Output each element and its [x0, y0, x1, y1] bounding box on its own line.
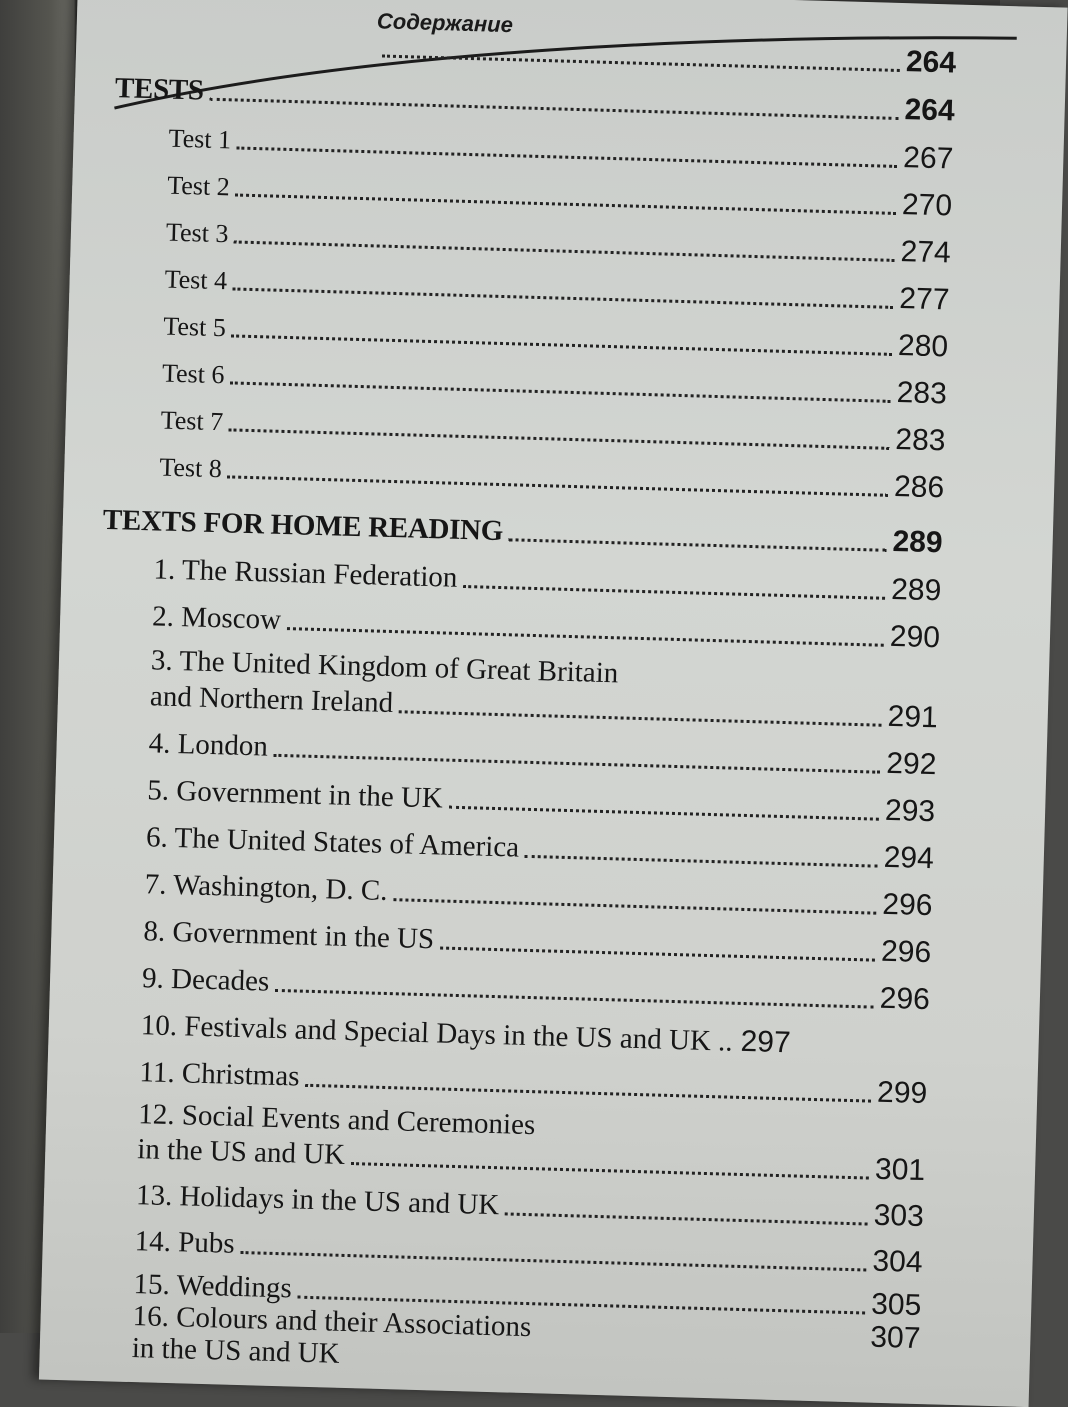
book-page	[39, 0, 1068, 1407]
entry-label: 9. Decades	[141, 962, 270, 998]
entry-label: 1. The Russian Federation	[153, 553, 458, 594]
toc-entry-test-7	[160, 402, 946, 458]
toc-entry-test-5	[163, 309, 949, 365]
toc-page-number: 296	[880, 934, 932, 970]
toc-entry-reading-5	[147, 773, 936, 829]
toc-section-home-reading	[102, 503, 943, 560]
entry-label: 6. The United States of America	[145, 821, 520, 864]
toc-page-number: 305	[870, 1287, 922, 1323]
toc-entry-test-6	[162, 356, 948, 412]
toc-page-number: 264	[905, 45, 957, 80]
toc-page-number: 299	[876, 1075, 928, 1111]
toc-entry-reading-1	[153, 552, 942, 608]
toc-page-number: 291	[887, 699, 939, 735]
entry-label: 11. Christmas	[139, 1056, 300, 1093]
entry-label: Test 2	[166, 170, 231, 202]
toc-entry-reading-8	[143, 914, 932, 970]
toc-page-number: 290	[889, 619, 941, 655]
entry-label: Test 1	[168, 123, 232, 155]
entry-label: 15. Weddings	[133, 1268, 293, 1305]
toc-entry-reading-9	[142, 961, 931, 1017]
entry-label: 14. Pubs	[134, 1225, 236, 1260]
entry-label: Test 6	[161, 358, 225, 390]
entry-label: Test 8	[159, 452, 223, 484]
entry-label: 2. Moscow	[151, 600, 282, 636]
toc-page-number: 296	[881, 887, 933, 923]
section-title: TEXTS FOR HOME READING	[102, 503, 504, 548]
toc-page-number: 283	[894, 423, 946, 458]
toc-entry-reading-16-line2: in the US and UK	[131, 1332, 341, 1370]
toc-entry-reading-6	[146, 820, 935, 876]
toc-page-number: 307	[869, 1320, 921, 1356]
entry-label: 13. Holidays in the US and UK	[135, 1179, 500, 1222]
toc-page-number: 304	[872, 1244, 923, 1280]
toc-entry-test-4	[164, 262, 950, 318]
leader-dots	[509, 538, 887, 552]
toc-page-number: 267	[902, 141, 954, 176]
toc-entry-reading-13	[136, 1178, 925, 1234]
entry-label: in the US and UK	[136, 1133, 346, 1171]
toc-page-number: 280	[897, 329, 949, 364]
entry-label: 8. Government in the US	[143, 915, 435, 956]
toc-page-number: 301	[874, 1152, 926, 1188]
entry-label: and Northern Ireland	[149, 680, 394, 720]
toc-page-number: 292	[885, 746, 937, 782]
toc-entry-test-2	[167, 168, 953, 224]
toc-page-number: 294	[883, 840, 935, 876]
toc-entry-reading-3-line1: 3. The United Kingdom of Great Britain	[150, 644, 619, 690]
toc-page-number: 286	[893, 469, 945, 505]
toc-page-number: 283	[896, 376, 948, 411]
toc-entry-reading-16-line1: 16. Colours and their Associations	[132, 1300, 532, 1344]
toc-page-number: 289	[892, 524, 944, 560]
toc-entry-reading-7	[144, 867, 933, 923]
toc-entry-test-3	[166, 215, 952, 271]
entry-label: Test 5	[162, 311, 227, 343]
toc-page-number: 277	[898, 282, 950, 317]
toc-entry-reading-10	[140, 1008, 929, 1064]
toc-page-number: 296	[879, 981, 931, 1017]
entry-label: Test 4	[164, 264, 228, 296]
entry-label: 4. London	[148, 727, 269, 763]
toc-entry-reading-4	[148, 726, 937, 782]
section-title: TESTS	[114, 72, 205, 107]
toc-page-number: 289	[890, 572, 942, 608]
toc-page-number: 297	[740, 1024, 792, 1060]
toc-entry-test-8	[159, 449, 945, 505]
entry-label: Test 3	[165, 217, 229, 249]
entry-label: Test 7	[160, 405, 224, 437]
toc-entry-reading-12-line1: 12. Social Events and Ceremonies	[137, 1098, 536, 1142]
toc-page-number: 303	[873, 1198, 925, 1234]
entry-label: 10. Festivals and Special Days in the US and UK ..	[140, 1009, 734, 1058]
toc-page-number: 293	[884, 793, 936, 829]
entry-label: 5. Government in the UK	[146, 774, 444, 815]
running-header: Содержание	[376, 8, 514, 38]
entry-label: 7. Washington, D. C.	[144, 868, 388, 907]
toc-page-number: 274	[900, 235, 952, 270]
toc-page-number: 264	[904, 93, 956, 128]
toc-page-number: 270	[901, 188, 953, 223]
